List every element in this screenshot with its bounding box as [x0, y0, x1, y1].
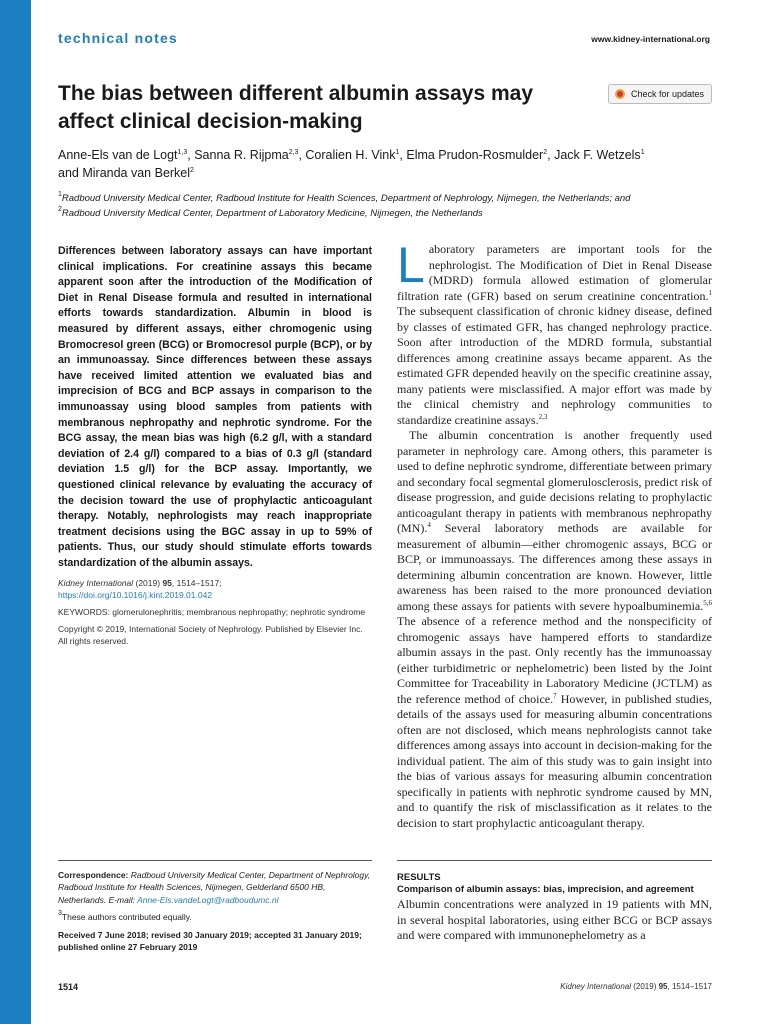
email-link[interactable]: Anne-Els.vandeLogt@radboudumc.nl	[137, 894, 279, 905]
article-meta	[58, 577, 372, 652]
drop-cap: L	[397, 237, 425, 293]
correspondence: Correspondence: Radboud University Medical Center, Department of Nephrology, Radboud Institute for Health Sciences, Nijmegen, Gelderland 6500 HB, Netherlands. E-mail: Anne-Els.vandeLogt@radboudumc.nl	[58, 870, 371, 905]
author[interactable]: Miranda van Berkel$^2$	[82, 166, 194, 180]
affiliation: $^1$Radboud University Medical Center, Radboud Institute for Health Sciences, Department of Nephrology, Nijmegen, the Netherlands; and	[58, 191, 631, 204]
divider	[58, 860, 372, 861]
check-for-updates-button[interactable]	[608, 84, 712, 104]
citation-ref[interactable]: 2,3	[538, 412, 548, 421]
body-paragraph: Albumin concentrations were analyzed in 19 patients with MN, in several hospital laboratories, using either BCG or BCP assays and were compared with immunonephelometry as a	[397, 897, 712, 942]
body-paragraph: aboratory parameters are important tools for the nephrologist. The Modification of Diet in Renal Disease (MDRD) formula allowed estimation of glomerular filtration rate (GFR) based on serum creatinine concentration.$^1$ The subsequent classification of chronic kidney disease, defined by classes of estimated GFR, has changed nephrology practice. Soon after introduction of the MDRD formula, substantial differences among creatinine assays became apparent. As the estimated GFR depended heavily on the specific creatinine assay, many patients were misclassified. A major effort was made by the clinical chemistry and nephrology communities to standardize creatinine assays.$^{2,3}$	[397, 242, 712, 427]
article-title: The bias between different albumin assays may affect clinical decision-making	[58, 82, 533, 133]
copyright: Copyright © 2019, International Society of Nephrology. Published by Elsevier Inc. All rights reserved.	[58, 624, 363, 646]
citation-ref[interactable]: 1	[708, 288, 712, 297]
crossmark-icon	[615, 89, 625, 99]
author-list: Anne-Els van de Logt$^{1,3}$, Sanna R. Rijpma$^{2,3}$, Coralien H. Vink$^1$, Elma Prudon-Rosmulder$^2$, Jack F. Wetzels$^1$ and Miranda van Berkel$^2$	[58, 148, 645, 180]
author[interactable]: Elma Prudon-Rosmulder$^2$	[406, 148, 548, 162]
subsection-heading: Comparison of albumin assays: bias, imprecision, and agreement	[397, 884, 694, 895]
correspondence-block	[58, 869, 372, 958]
keywords: KEYWORDS: glomerulonephritis; membranous nephropathy; nephrotic syndrome	[58, 607, 366, 617]
body-paragraph: The albumin concentration is another frequently used parameter in nephrology care. Among others, this parameter is used to define nephrotic syndrome, differentiate between primary and secondary focal segmental glomerulosclerosis, predict risk of disease progression, and guide decisions relating to prophylactic anticoagulant therapy in patients with membranous nephropathy (MN).$^4$ Several laboratory methods are available for measurement of albumin—either chromogenic assays, BCG or BCP, or immunoassays. The differences among these assays in determining albumin concentration are known. However, little awareness has been raised to the more pronounced deviation among these assays for patients with severe hypoalbuminemia.$^{5,6}$ The absence of a reference method and the nonspecificity of chromogenic assays have hampered efforts to standardize albumin assays in the past. Only recently has the immunoassay (either turbidimetric or nephelometric) been listed by the Joint Committee for Traceability in Laboratory Medicine (JCTLM) as the reference method of choice.$^7$ However, in published studies, details of the assays used for measuring albumin concentrations often are not disclosed, which means nephrologists cannot take differences among assays into account in decision-making for the individual patient. The aim of this study was to gain insight into the bias of various assays for measuring albumin concentration specifically in patients with nephrotic syndrome caused by MN, and to quantify the risk of misclassification as it relates to the decision to start prophylactic anticoagulant therapy.	[397, 428, 712, 830]
body-text	[397, 237, 712, 831]
citation-ref[interactable]: 7	[553, 691, 557, 700]
journal-website[interactable]: www.kidney-international.org	[591, 34, 710, 44]
citation: Kidney International (2019) 95, 1514–1517; https://doi.org/10.1016/j.kint.2019.01.042	[58, 578, 222, 600]
left-accent-bar	[0, 0, 31, 1024]
author[interactable]: Jack F. Wetzels$^1$	[554, 148, 645, 162]
author[interactable]: Anne-Els van de Logt$^{1,3}$	[58, 148, 188, 162]
doi-link[interactable]: https://doi.org/10.1016/j.kint.2019.01.042	[58, 590, 213, 600]
affiliation: $^2$Radboud University Medical Center, Department of Laboratory Medicine, Nijmegen, the Netherlands	[58, 206, 483, 219]
abstract: Differences between laboratory assays can have important clinical implications. For creatinine assays this became apparent soon after the introduction of the Modification of Diet in Renal Disease formula and resulted in international efforts towards standardization. Albumin in blood is measured by different assays, either chromogenic using Bromocresol green (BCG) or Bromocresol purple (BCP), or by an immunoassay. Since differences between these assays have received limited attention we evaluated bias and imprecision of BCG and BCP assays in comparison to the immunoassay using blood samples from patients with membranous nephropathy and nephrotic syndrome. For the BCG assay, the mean bias was high (6.2 g/l, with a standard deviation of 2.4 g/l) compared to a bias of 0.3 g/l (standard deviation 1.5 g/l) for the BCP assay. Importantly, we questioned clinical relevance by evaluating the accuracy of the decision toward the use of prophylactic anticoagulant therapy. Notably, nephrologists may reach inappropriate treatment decisions using the BGC assay in up to 59% of patients. Thus, our study should stimulate efforts towards standardization of the albumin assays.	[58, 245, 372, 569]
results-section	[397, 872, 712, 944]
section-label: technical notes	[58, 30, 178, 46]
page-number: 1514	[58, 982, 79, 992]
affiliations	[58, 191, 718, 221]
divider	[397, 860, 712, 861]
check-for-updates-label: Check for updates	[631, 89, 705, 99]
citation-ref[interactable]: 5,6	[703, 598, 712, 607]
citation-ref[interactable]: 4	[427, 521, 431, 529]
running-footer: Kidney International (2019) 95, 1514–1517	[560, 982, 712, 991]
section-heading: RESULTS	[397, 872, 441, 883]
author[interactable]: Coralien H. Vink$^1$	[305, 148, 400, 162]
equal-contribution-note: $^3$These authors contributed equally.	[58, 910, 192, 923]
history-dates: Received 7 June 2018; revised 30 January 2019; accepted 31 January 2019; published online 27 February 2019	[58, 929, 362, 953]
author[interactable]: Sanna R. Rijpma$^{2,3}$	[194, 148, 299, 162]
